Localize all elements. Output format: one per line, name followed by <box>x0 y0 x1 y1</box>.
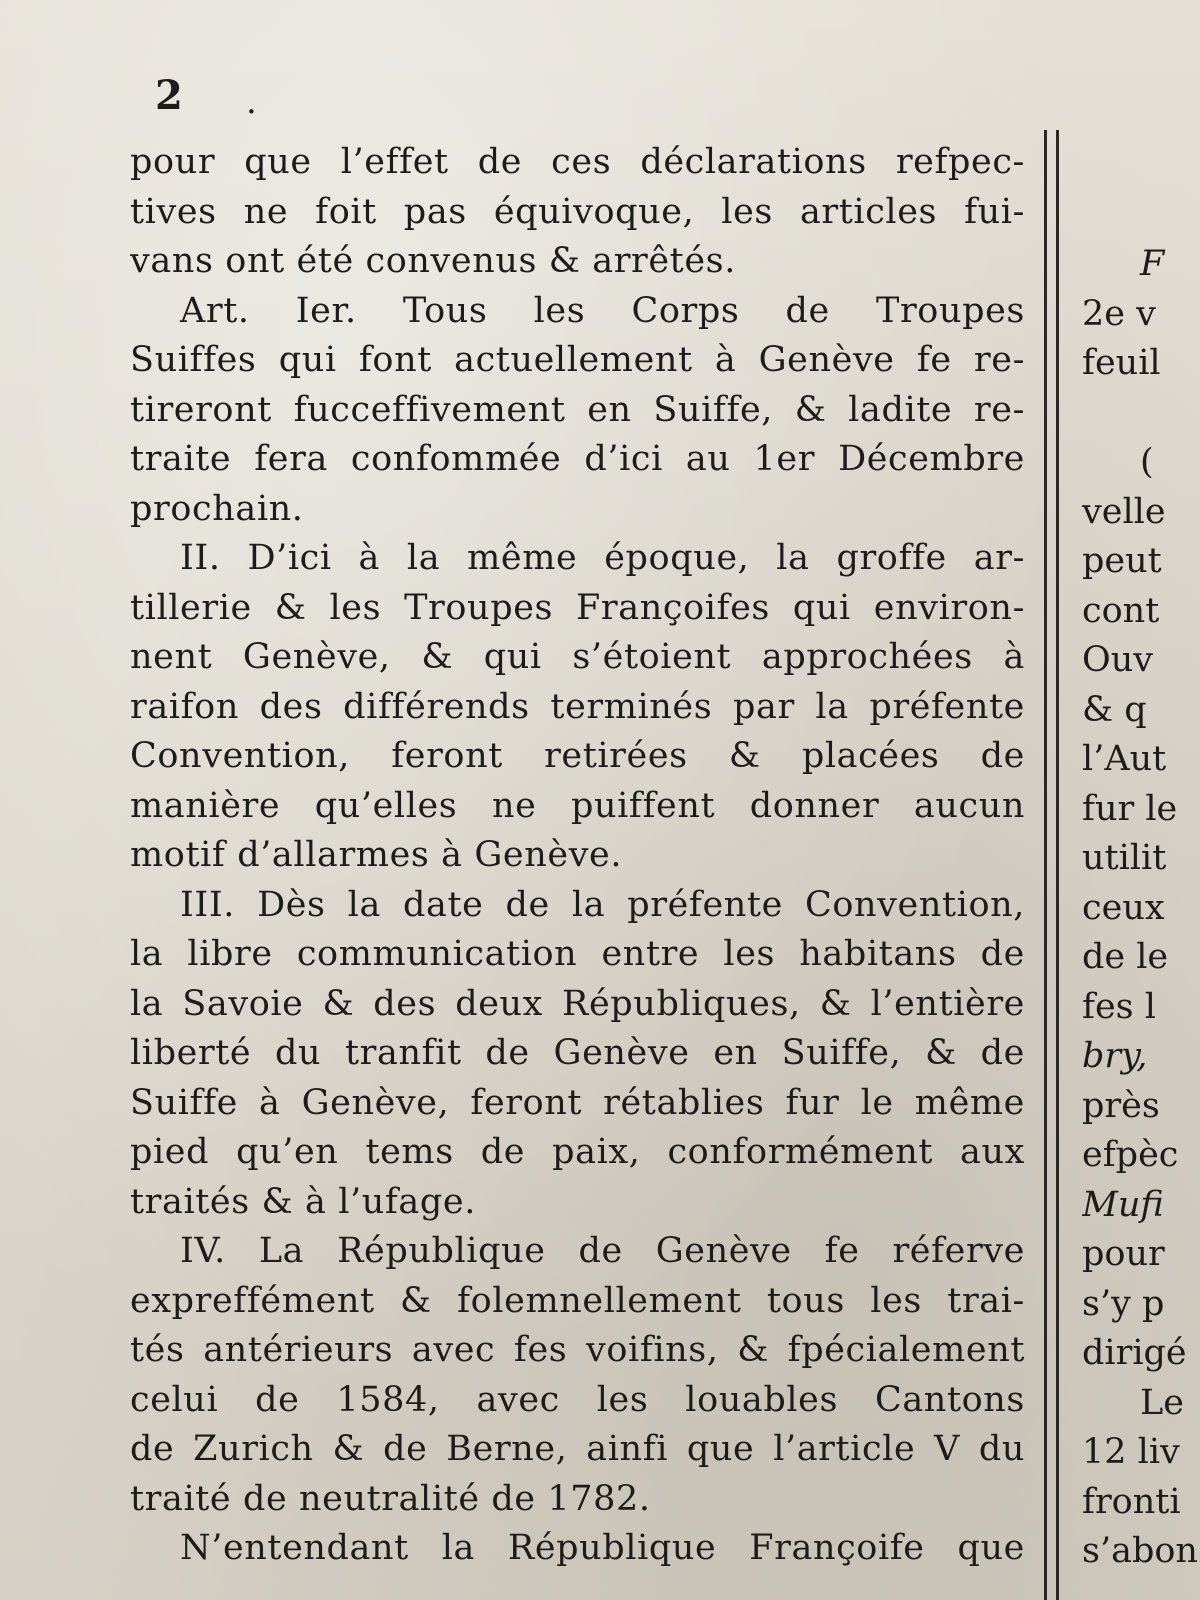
text-line: manière qu’elles ne puiffent donner aucun <box>130 785 1025 826</box>
text-line: tives ne foit pas équivoque, les articles fui- <box>130 191 1025 232</box>
text-line: traité de neutralité de 1782. <box>130 1478 651 1519</box>
page-number-dot: . <box>246 82 257 122</box>
text-line: Convention, feront retirées & placées de <box>130 736 1025 776</box>
side-line: dirigé <box>1082 1333 1187 1373</box>
side-line: & q <box>1082 689 1147 730</box>
text-line: pied qu’en tems de paix, conformément aux <box>130 1132 1025 1172</box>
text-line: expreffément & folemnellement tous les trai- <box>130 1280 1025 1321</box>
text-line: tés antérieurs avec fes voifins, & fpécialement <box>130 1330 1025 1370</box>
side-line: peut <box>1082 541 1162 581</box>
side-line <box>1082 389 1200 439</box>
text-line: liberté du tranfit de Genève en Suiffe, & de <box>130 1033 1025 1073</box>
main-column-text <box>130 138 1025 1574</box>
text-line: la Savoie & des deux Républiques, & l’entière <box>130 983 1025 1024</box>
page-number: 2 <box>155 72 184 119</box>
side-line: s’y p <box>1082 1283 1165 1324</box>
text-line: de Zurich & de Berne, ainfi que l’article V du <box>130 1429 1025 1469</box>
side-line: Mufi <box>1082 1184 1164 1225</box>
side-line: 12 liv <box>1082 1432 1180 1472</box>
text-line: prochain. <box>130 488 304 529</box>
side-line: ceux <box>1082 887 1165 928</box>
side-line: 2e v <box>1082 293 1156 334</box>
text-line: celui de 1584, avec les louables Cantons <box>130 1379 1025 1420</box>
text-line: traite fera confommée d’ici au 1er Décembre <box>130 439 1025 479</box>
text-line: motif d’allarmes à Genève. <box>130 835 623 875</box>
side-line: de le <box>1082 937 1169 977</box>
text-line: Suiffes qui font actuellement à Genève fe re- <box>130 340 1025 380</box>
adjacent-column-text <box>1082 240 1200 1577</box>
side-line: ( <box>1140 442 1154 482</box>
text-line: vans ont été convenus & arrêtés. <box>130 241 736 281</box>
side-line: s’abon <box>1082 1531 1198 1571</box>
side-line: fur le <box>1082 788 1178 829</box>
side-line: velle <box>1082 491 1166 532</box>
text-line: tireront fucceffivement en Suiffe, & ladite re- <box>130 389 1025 430</box>
article-1-heading-line: Art. Ier. Tous les Corps de Troupes <box>180 290 1025 331</box>
text-line: traités & à l’ufage. <box>130 1181 476 1222</box>
text-line: N’entendant la République Françoife que <box>180 1528 1025 1568</box>
column-rule-left <box>1044 130 1047 1600</box>
text-line: pour que l’effet de ces déclarations refpec- <box>130 142 1025 182</box>
side-line: fronti <box>1082 1481 1181 1522</box>
side-line: utilit <box>1082 838 1167 878</box>
text-line: la libre communication entre les habitans de <box>130 934 1025 974</box>
side-line: Ouv <box>1082 640 1154 680</box>
text-line: tillerie & les Troupes Françoifes qui environ- <box>130 587 1025 628</box>
text-line: nent Genève, & qui s’étoient approchées à <box>130 637 1025 677</box>
article-3-heading-line: III. Dès la date de la préfente Convention, <box>180 884 1025 925</box>
side-line: l’Aut <box>1082 739 1167 779</box>
text-line: raifon des différends terminés par la préfente <box>130 686 1025 727</box>
column-rule-right <box>1056 130 1059 1600</box>
text-line: Suiffe à Genève, feront rétablies fur le même <box>130 1082 1025 1123</box>
side-line: bry, <box>1082 1036 1148 1076</box>
side-line: cont <box>1082 590 1160 631</box>
side-line: feuil <box>1082 343 1161 383</box>
side-line: Le <box>1140 1382 1184 1423</box>
article-4-heading-line: IV. La République de Genève fe réferve <box>180 1231 1025 1271</box>
side-line: efpèc <box>1082 1135 1179 1175</box>
side-line: fes l <box>1082 986 1156 1027</box>
article-2-heading-line: II. D’ici à la même époque, la groffe ar- <box>180 538 1025 578</box>
side-line: pour <box>1082 1234 1165 1274</box>
side-line: près <box>1082 1085 1160 1126</box>
side-line: F <box>1140 244 1165 284</box>
